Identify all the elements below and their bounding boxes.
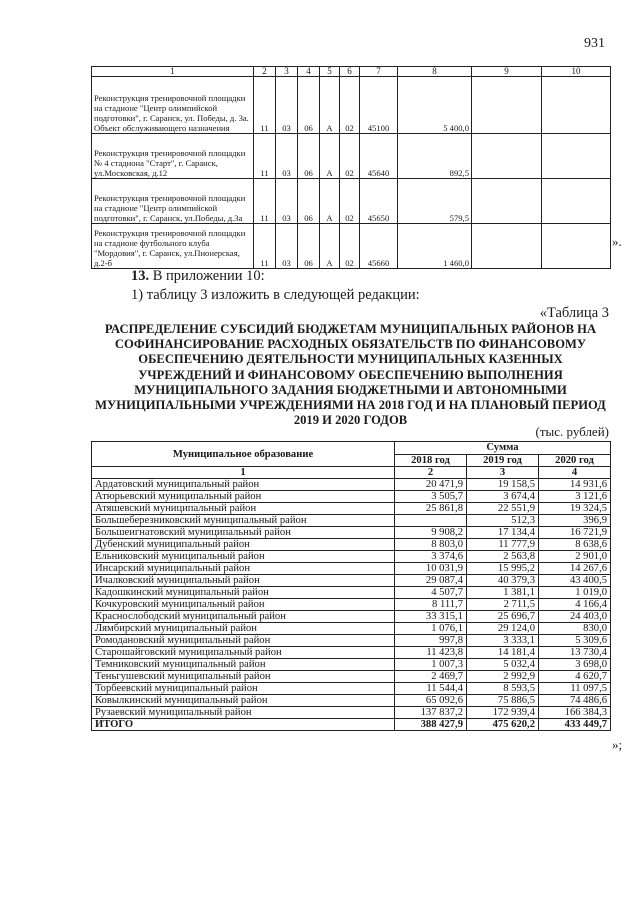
section-heading [131,268,265,285]
total-2018: 388 427,9 [395,719,467,731]
cell-c10 [542,224,611,269]
cell-c8: 5 400,0 [398,77,472,134]
value-2020: 396,9 [539,515,611,527]
cell-c8: 1 460,0 [398,224,472,269]
value-2018: 11 423,8 [395,647,467,659]
subsidy-table [91,441,611,731]
cell-c9 [472,179,542,224]
total-2019: 475 620,2 [467,719,539,731]
municipality-name: Ичалковский муниципальный район [92,575,395,587]
municipality-row [92,695,611,707]
municipality-name: Ковылкинский муниципальный район [92,695,395,707]
value-2019: 11 777,9 [467,539,539,551]
column-header: 10 [542,67,611,77]
cell-c10 [542,179,611,224]
value-2019: 3 674,4 [467,491,539,503]
construction-table [91,66,611,269]
object-name: Реконструкция тренировочной площадки № 4 стадиона "Старт", г. Саранск, ул.Московская, д.12 [92,134,254,179]
cell-c3: 03 [276,224,298,269]
section-heading-text: В приложении 10: [149,268,265,284]
municipality-row [92,611,611,623]
column-header: 5 [320,67,340,77]
municipality-row [92,479,611,491]
value-2018: 65 092,6 [395,695,467,707]
municipality-row [92,503,611,515]
value-2020: 4 166,4 [539,599,611,611]
value-2020: 830,0 [539,623,611,635]
value-2018: 1 007,3 [395,659,467,671]
value-2018: 25 861,8 [395,503,467,515]
column-header: 2 [254,67,276,77]
value-2018: 11 544,4 [395,683,467,695]
municipality-name: Старошайговский муниципальный район [92,647,395,659]
municipality-name: Большеберезниковский муниципальный район [92,515,395,527]
column-header: 9 [472,67,542,77]
municipality-row [92,491,611,503]
value-2019: 22 551,9 [467,503,539,515]
municipality-name: Дубенский муниципальный район [92,539,395,551]
subsidy-table-index-row [92,467,611,479]
index-cell: 2 [395,467,467,479]
municipality-row [92,599,611,611]
value-2019: 2 563,8 [467,551,539,563]
value-2019: 14 181,4 [467,647,539,659]
cell-c7: 45100 [360,77,398,134]
header-year-2018: 2018 год [395,454,467,467]
value-2018: 137 837,2 [395,707,467,719]
cell-c6: 02 [340,134,360,179]
cell-c3: 03 [276,179,298,224]
municipality-row [92,671,611,683]
value-2020: 8 638,6 [539,539,611,551]
header-municipality: Муниципальное образование [92,442,395,467]
subsidy-table-header-row [92,442,611,455]
total-row [92,719,611,731]
value-2019: 75 886,5 [467,695,539,707]
column-header: 3 [276,67,298,77]
value-2019: 19 158,5 [467,479,539,491]
index-cell: 1 [92,467,395,479]
value-2018 [395,515,467,527]
value-2020: 43 400,5 [539,575,611,587]
municipality-name: Кочкуровский муниципальный район [92,599,395,611]
cell-c9 [472,77,542,134]
total-2020: 433 449,7 [539,719,611,731]
value-2018: 33 315,1 [395,611,467,623]
value-2020: 5 309,6 [539,635,611,647]
municipality-row [92,647,611,659]
value-2019: 8 593,5 [467,683,539,695]
value-2020: 11 097,5 [539,683,611,695]
municipality-row [92,683,611,695]
value-2019: 172 939,4 [467,707,539,719]
cell-c4: 06 [298,77,320,134]
construction-row [92,224,611,269]
municipality-row [92,659,611,671]
value-2018: 997,8 [395,635,467,647]
value-2020: 3 698,0 [539,659,611,671]
value-2020: 16 721,9 [539,527,611,539]
object-name: Реконструкция тренировочной площадки на стадионе "Центр олимпийской подготовки", г. Саранск, ул. Победы, д. 3а. Объект обслуживающего назначения [92,77,254,134]
value-2018: 9 908,2 [395,527,467,539]
cell-c2: 11 [254,77,276,134]
header-sum: Сумма [395,442,611,455]
value-2018: 8 803,0 [395,539,467,551]
municipality-name: Теньгушевский муниципальный район [92,671,395,683]
cell-c4: 06 [298,224,320,269]
cell-c2: 11 [254,134,276,179]
cell-c4: 06 [298,134,320,179]
value-2018: 2 469,7 [395,671,467,683]
value-2019: 29 124,0 [467,623,539,635]
value-2018: 3 374,6 [395,551,467,563]
index-cell: 3 [467,467,539,479]
municipality-row [92,527,611,539]
municipality-row [92,635,611,647]
value-2018: 1 076,1 [395,623,467,635]
value-2020: 14 931,6 [539,479,611,491]
value-2020: 74 486,6 [539,695,611,707]
header-year-2020: 2020 год [539,454,611,467]
section-item: 1) таблицу 3 изложить в следующей редакции: [131,287,420,303]
column-header: 1 [92,67,254,77]
cell-c5: А [320,224,340,269]
cell-c6: 02 [340,77,360,134]
construction-row [92,77,611,134]
municipality-name: Ельниковский муниципальный район [92,551,395,563]
cell-c10 [542,77,611,134]
page-number: 931 [584,36,605,51]
cell-c7: 45660 [360,224,398,269]
municipality-name: Темниковский муниципальный район [92,659,395,671]
value-2019: 15 995,2 [467,563,539,575]
value-2020: 2 901,0 [539,551,611,563]
municipality-row [92,539,611,551]
municipality-row [92,551,611,563]
column-header: 8 [398,67,472,77]
value-2020: 14 267,6 [539,563,611,575]
municipality-name: Ромодановский муниципальный район [92,635,395,647]
construction-row [92,134,611,179]
cell-c6: 02 [340,224,360,269]
value-2020: 4 620,7 [539,671,611,683]
construction-row [92,179,611,224]
value-2018: 3 505,7 [395,491,467,503]
municipality-row [92,623,611,635]
value-2018: 8 111,7 [395,599,467,611]
municipality-row [92,515,611,527]
cell-c2: 11 [254,224,276,269]
municipality-name: Торбеевский муниципальный район [92,683,395,695]
value-2019: 2 711,5 [467,599,539,611]
cell-c7: 45640 [360,134,398,179]
value-2019: 40 379,3 [467,575,539,587]
construction-table-closing-mark: ». [612,234,622,249]
municipality-row [92,563,611,575]
value-2018: 29 087,4 [395,575,467,587]
value-2019: 17 134,4 [467,527,539,539]
cell-c8: 579,5 [398,179,472,224]
table-reference: «Таблица 3 [539,305,609,321]
cell-c5: А [320,179,340,224]
cell-c9 [472,134,542,179]
value-2019: 1 381,1 [467,587,539,599]
cell-c6: 02 [340,179,360,224]
value-2019: 3 333,1 [467,635,539,647]
subsidy-table-closing-mark: »; [612,737,623,752]
column-header: 6 [340,67,360,77]
section-number: 13. [131,268,150,284]
value-2019: 25 696,7 [467,611,539,623]
value-2018: 20 471,9 [395,479,467,491]
municipality-name: Лямбирский муниципальный район [92,623,395,635]
value-2018: 4 507,7 [395,587,467,599]
value-2020: 13 730,4 [539,647,611,659]
table-title: РАСПРЕДЕЛЕНИЕ СУБСИДИЙ БЮДЖЕТАМ МУНИЦИПАЛЬНЫХ РАЙОНОВ НА СОФИНАНСИРОВАНИЕ РАСХОДНЫХ ОБЯЗАТЕЛЬСТВ ПО ФИНАНСОВОМУ ОБЕСПЕЧЕНИЮ ДЕЯТЕЛЬНОСТИ МУНИЦИПАЛЬНЫХ КАЗЕННЫХ УЧРЕЖДЕНИЙ И ФИНАНСОВОМУ ОБЕСПЕЧЕНИЮ ВЫПОЛНЕНИЯ МУНИЦИПАЛЬНОГО ЗАДАНИЯ БЮДЖЕТНЫМИ И АВТОНОМНЫМИ МУНИЦИПАЛЬНЫМИ УЧРЕЖДЕНИЯМИ НА 2018 ГОД И НА ПЛАНОВЫЙ ПЕРИОД 2019 И 2020 ГОДОВ [95,322,606,428]
units-note: (тыс. рублей) [535,424,609,439]
header-year-2019: 2019 год [467,454,539,467]
value-2019: 5 032,4 [467,659,539,671]
column-header: 7 [360,67,398,77]
cell-c10 [542,134,611,179]
municipality-row [92,707,611,719]
cell-c4: 06 [298,179,320,224]
cell-c8: 892,5 [398,134,472,179]
municipality-name: Атяшевский муниципальный район [92,503,395,515]
municipality-name: Кадошкинский муниципальный район [92,587,395,599]
value-2019: 512,3 [467,515,539,527]
municipality-name: Ардатовский муниципальный район [92,479,395,491]
cell-c5: А [320,134,340,179]
value-2020: 24 403,0 [539,611,611,623]
value-2020: 3 121,6 [539,491,611,503]
cell-c3: 03 [276,134,298,179]
municipality-name: Атюрьевский муниципальный район [92,491,395,503]
construction-table-header-row [92,67,611,77]
value-2020: 19 324,5 [539,503,611,515]
object-name: Реконструкция тренировочной площадки на стадионе футбольного клуба "Мордовия", г. Саранск, ул.Пионерская, д.2-б [92,224,254,269]
cell-c2: 11 [254,179,276,224]
object-name: Реконструкция тренировочной площадки на стадионе "Центр олимпийской подготовки", г. Саранск, ул.Победы, д.3а [92,179,254,224]
total-label: ИТОГО [92,719,395,731]
municipality-row [92,575,611,587]
value-2018: 10 031,9 [395,563,467,575]
cell-c7: 45650 [360,179,398,224]
cell-c3: 03 [276,77,298,134]
municipality-row [92,587,611,599]
index-cell: 4 [539,467,611,479]
municipality-name: Рузаевский муниципальный район [92,707,395,719]
value-2020: 166 384,3 [539,707,611,719]
municipality-name: Инсарский муниципальный район [92,563,395,575]
cell-c5: А [320,77,340,134]
cell-c9 [472,224,542,269]
municipality-name: Краснослободский муниципальный район [92,611,395,623]
value-2020: 1 019,0 [539,587,611,599]
value-2019: 2 992,9 [467,671,539,683]
column-header: 4 [298,67,320,77]
municipality-name: Большеигнатовский муниципальный район [92,527,395,539]
